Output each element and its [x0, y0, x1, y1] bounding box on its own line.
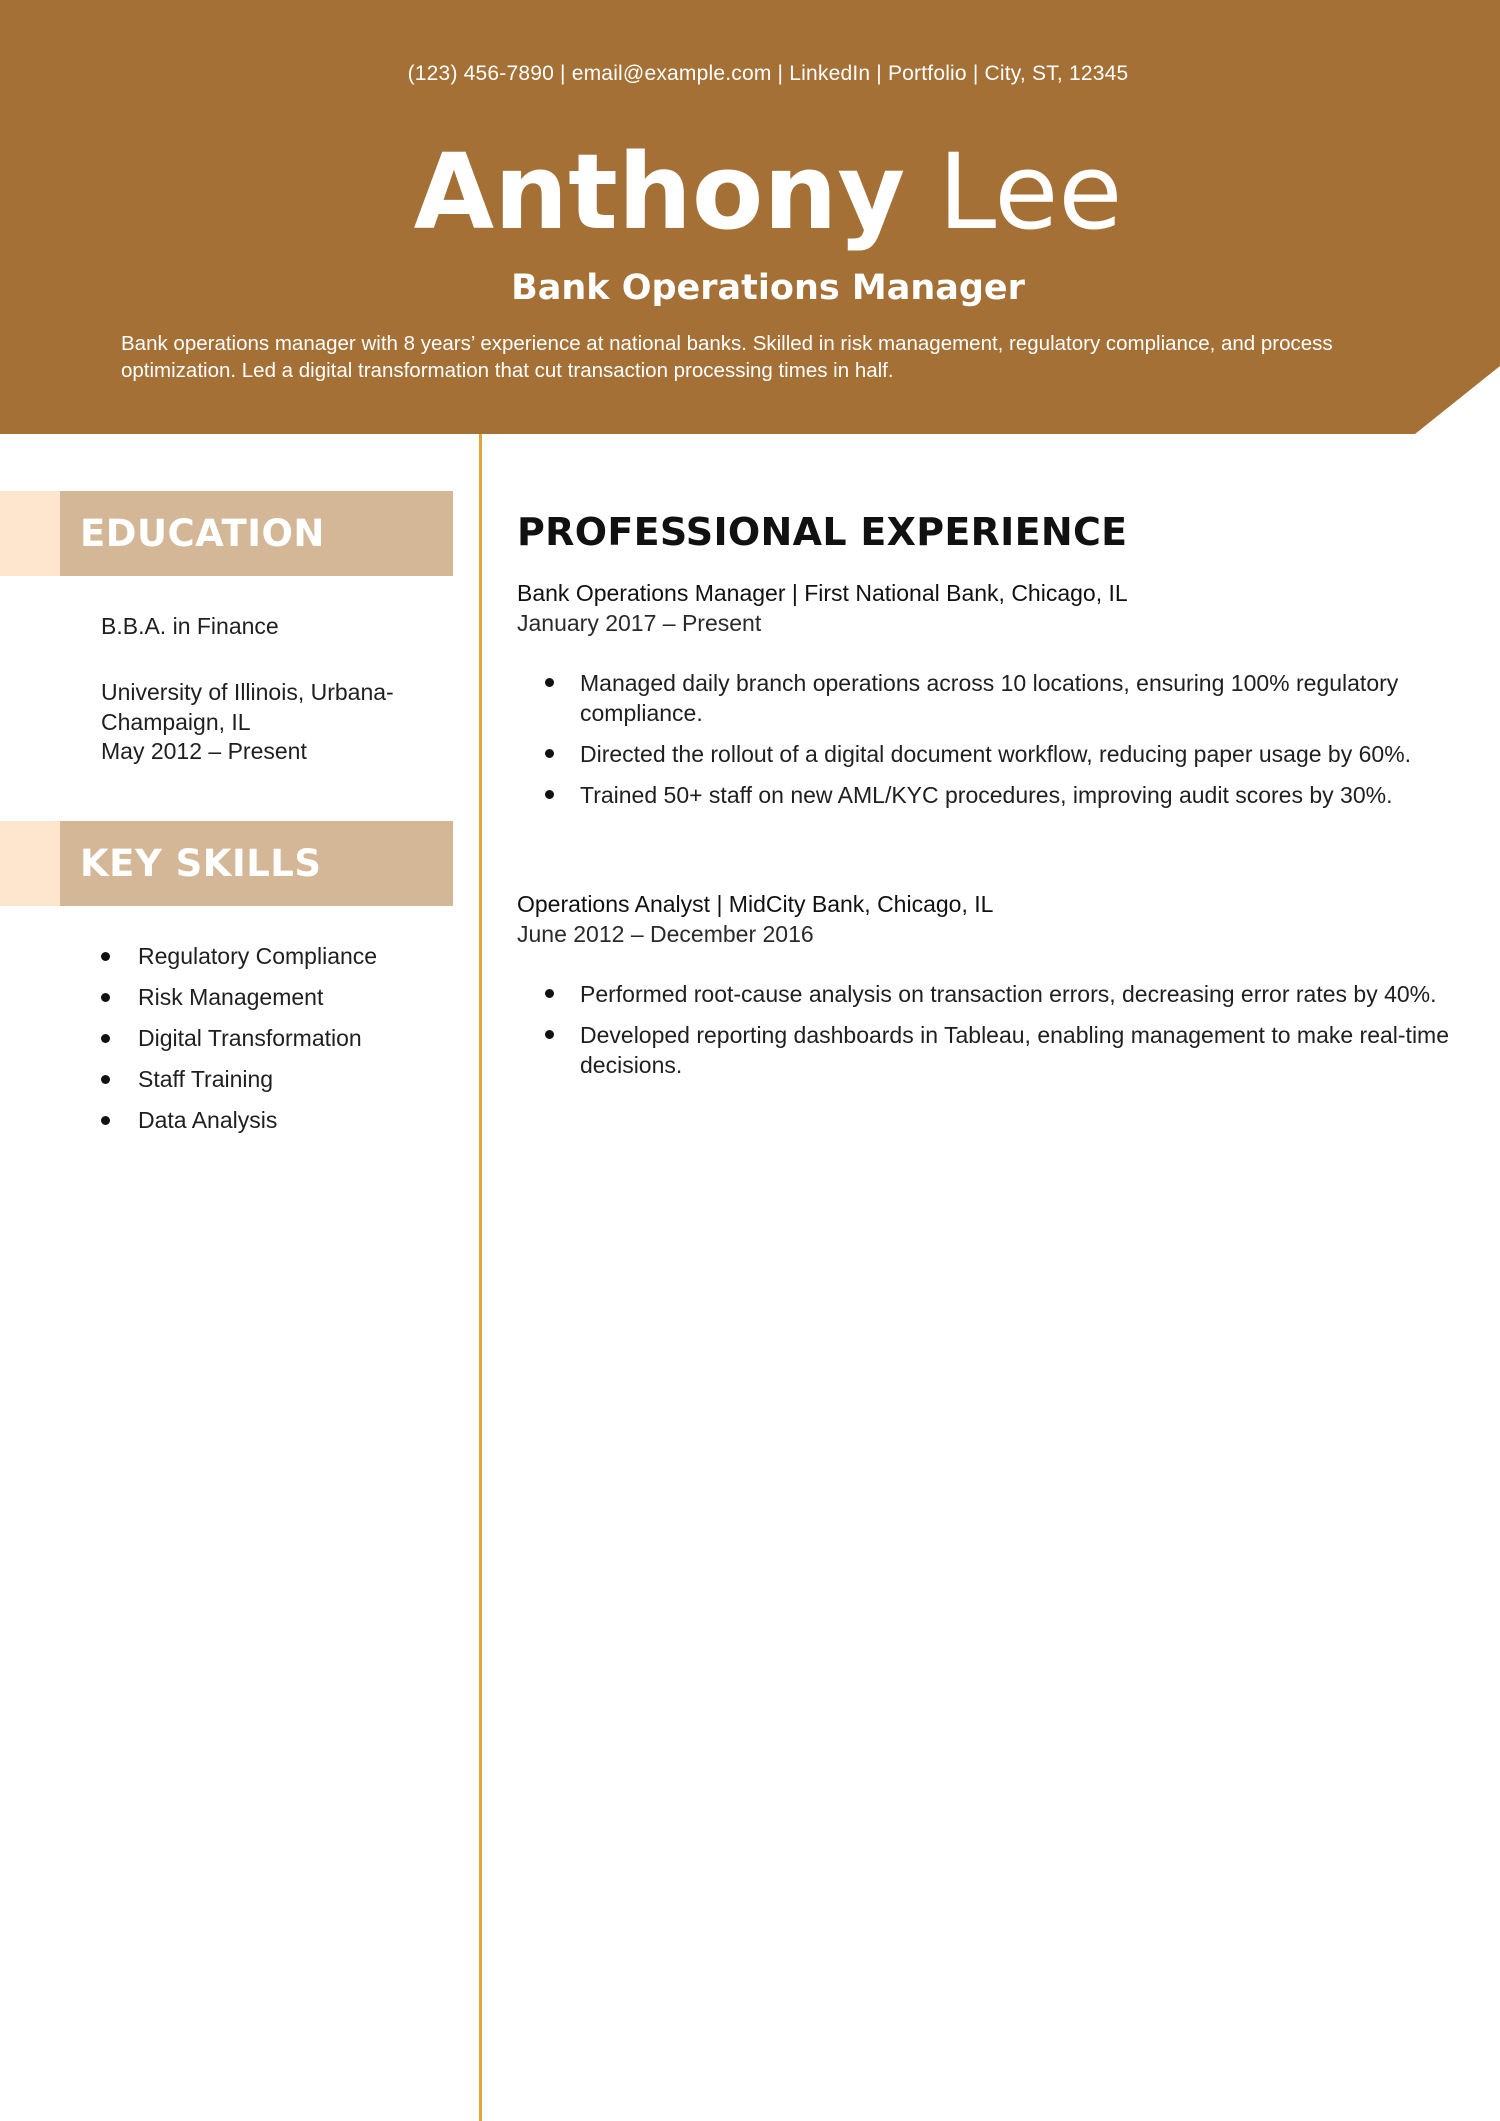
list-item: Performed root-cause analysis on transaction errors, decreasing error rates by 40%.	[517, 979, 1467, 1009]
education-dates: May 2012 – Present	[101, 738, 307, 764]
bullet-icon	[545, 790, 554, 799]
education-school: University of Illinois, Urbana-Champaign, IL	[101, 679, 394, 735]
skills-section-header	[60, 821, 453, 906]
list-item: Managed daily branch operations across 10 locations, ensuring 100% regulatory compliance.	[517, 668, 1467, 728]
experience-heading: PROFESSIONAL EXPERIENCE	[517, 510, 1128, 554]
job-entry	[517, 889, 1467, 1091]
job-title-line: Operations Analyst | MidCity Bank, Chicago, IL	[517, 891, 994, 917]
bullet-icon	[101, 993, 110, 1002]
education-degree: B.B.A. in Finance	[101, 613, 279, 639]
job-title: Bank Operations Manager	[511, 268, 1025, 308]
bullet-icon	[545, 749, 554, 758]
job-entry	[517, 578, 1467, 821]
bullet-icon	[101, 1116, 110, 1125]
list-item: Digital Transformation	[101, 1020, 377, 1061]
column-divider	[479, 434, 482, 2121]
skills-accent	[0, 821, 60, 906]
job-dates: June 2012 – December 2016	[517, 921, 814, 947]
bullet-icon	[545, 989, 554, 998]
job-bullets	[517, 668, 1467, 810]
list-item: Developed reporting dashboards in Tableau, enabling management to make real-time decisions.	[517, 1020, 1467, 1080]
contact-line: (123) 456-7890 | email@example.com | LinkedIn | Portfolio | City, ST, 12345	[407, 62, 1129, 85]
bullet-icon	[545, 678, 554, 687]
list-item: Data Analysis	[101, 1102, 377, 1143]
list-item: Staff Training	[101, 1061, 377, 1102]
bullet-icon	[101, 1075, 110, 1084]
job-title-line: Bank Operations Manager | First National Bank, Chicago, IL	[517, 580, 1128, 606]
education-heading: EDUCATION	[80, 512, 325, 555]
skills-heading: KEY SKILLS	[80, 842, 322, 885]
last-name: Lee	[938, 131, 1123, 253]
bullet-icon	[101, 952, 110, 961]
list-item: Directed the rollout of a digital document workflow, reducing paper usage by 60%.	[517, 739, 1467, 769]
first-name: Anthony	[413, 131, 906, 253]
list-item: Regulatory Compliance	[101, 938, 377, 979]
skills-list	[101, 938, 377, 1143]
list-item: Risk Management	[101, 979, 377, 1020]
education-accent	[0, 491, 60, 576]
bullet-icon	[101, 1034, 110, 1043]
job-dates: January 2017 – Present	[517, 610, 762, 636]
candidate-name	[0, 130, 1500, 255]
bullet-icon	[545, 1030, 554, 1039]
list-item: Trained 50+ staff on new AML/KYC procedures, improving audit scores by 30%.	[517, 780, 1467, 810]
job-bullets	[517, 979, 1467, 1080]
education-section-header	[60, 491, 453, 576]
profile-summary: Bank operations manager with 8 years’ experience at national banks. Skilled in risk management, regulatory compliance, and process optimization. Led a digital transformation that cut transaction processing times in half.	[121, 332, 1333, 382]
